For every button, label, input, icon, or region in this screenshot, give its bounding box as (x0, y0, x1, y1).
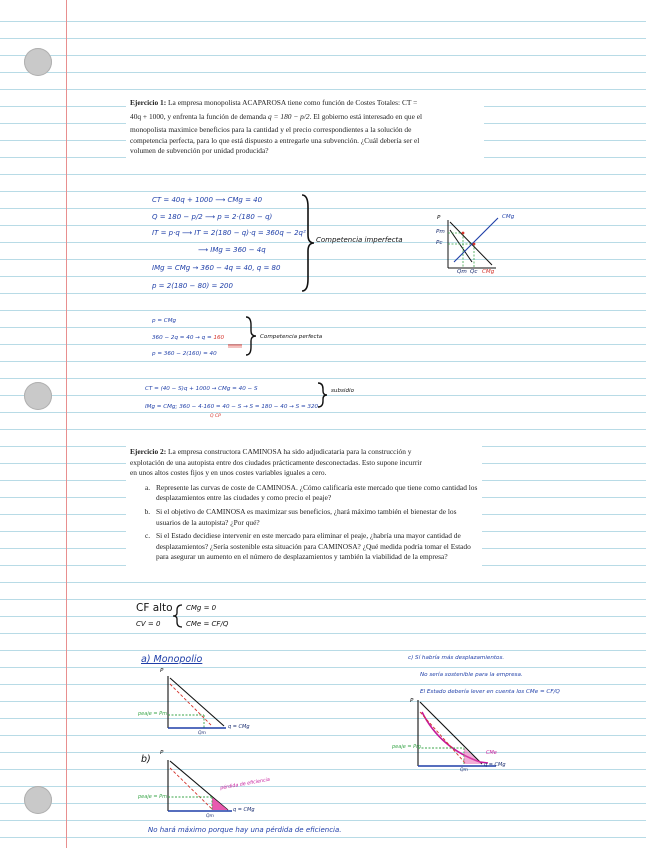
graph-b-peaje-label: peaje = Pm (138, 794, 168, 800)
label-b: b) (141, 754, 151, 765)
exercise1-line4: competencia perfecta, para lo que está dispuesto a entregarle una subvención. ¿Cuál debería ser el (130, 135, 420, 145)
exercise2-intro3: en unos altos costes fijos y en unos costes variables iguales a cero. (130, 468, 327, 478)
note-c-line2: No sería sostenible para la empresa. (420, 672, 523, 678)
bracket-3 (318, 383, 327, 407)
graph1-qc-label: Qc (470, 269, 478, 275)
note-img-text: IMg = 360 − 4q (210, 246, 266, 254)
graph-b-q-cmg-label: q = CMg (233, 807, 255, 813)
graph-a-monopolio (168, 676, 226, 728)
note-equilibrium: IMg = CMg → 360 − 4q = 40, q = 80 (152, 264, 281, 272)
note-cv: CV = 0 (136, 620, 161, 628)
note-c-line1: c) Sí habría más desplazamientos. (408, 655, 505, 661)
exercise2-intro2: explotación de una autopista entre dos ciudades prácticamente desconectadas. Esto supone incurrir (130, 457, 422, 467)
note-subsidy-ct: CT = (40 − S)q + 1000 → CMg = 40 − S (145, 386, 258, 392)
graph-c-q-cmg-label: q = CMg (484, 762, 506, 768)
note-subsidy-sub: Q CP (210, 414, 221, 419)
note-it: IT = p·q ⟶ IT = 2(180 − q)·q = 360q − 2q² (152, 229, 306, 237)
note-cme: CMe = CF/Q (186, 620, 229, 628)
graph-c-qm-label: Qm (460, 768, 468, 773)
note-pc-price: p = 360 − 2(160) = 40 (152, 351, 217, 357)
note-demand: Q = 180 − p/2 ⟶ p = 2·(180 − q) (152, 213, 273, 221)
graph1-p-label: P (437, 215, 441, 221)
note-cmg-text: CMg = 40 (227, 196, 263, 204)
exercise2-questions (130, 483, 478, 563)
graph1-pm-label: Pm (436, 229, 445, 235)
graph-c-peaje-label: peaje = Pm (392, 744, 422, 750)
graph1-qm-label: Qm (457, 269, 467, 275)
graph1-cmg-axis-label: CMg (482, 269, 495, 275)
note-price: p = 2(180 − 80) = 200 (152, 282, 233, 290)
graph1-cmg-label: CMg (502, 214, 515, 220)
note-pc-q-value: 160 (213, 335, 225, 341)
note-cmg-zero: CMg = 0 (186, 604, 217, 612)
note-subsidy-eq: IMg = CMg; 360 − 4·160 = 40 − S → S = 180 − 40 → S = 320 (145, 404, 319, 410)
exercise1-line3: monopolista maximice beneficios para la cantidad y el precio correspondientes a la solución de (130, 125, 412, 135)
bracket-1 (302, 195, 314, 291)
exercise1-line2a: 40q + 1000, y enfrenta la función de demanda (130, 111, 267, 121)
graph-b-p-label: P (160, 750, 164, 756)
note-cf: CF alto (136, 602, 173, 614)
note-p-cmg: p = CMg (152, 318, 177, 324)
note-img: ⟶ IMg = 360 − 4q (198, 246, 266, 254)
note-bottom-conclusion: No hará máximo porque hay una pérdida de eficiencia. (148, 826, 342, 834)
note-pc-eq-text: 360 − 2q = 40 → q = (152, 335, 212, 341)
note-it-text: IT = p·q (152, 229, 180, 237)
demand-formula: q = 180 − p/2 (268, 111, 310, 121)
exercise1-label: Ejercicio 1: (130, 98, 167, 107)
graph-a-qm-label: Qm (198, 731, 206, 736)
note-it-expanded-text: IT = 2(180 − q)·q = 360q − 2q² (194, 229, 306, 237)
exercise1-line2b: . El gobierno está interesado en que el (309, 111, 423, 121)
exercise1-line5: volumen de subvención por unidad producida? (130, 146, 269, 156)
graph-c-p-label: P (410, 698, 414, 704)
question-c: c. Si el Estado decidiese intervenir en este mercado para eliminar el peaje, ¿habría una mayor cantidad de desplazamientos? ¿Sería sostenible esta situación para CAMINOSA? ¿Qué medida podría tomar el Estado para asegurar un aumento en el número de desplazamientos y también la viabilidad de la empresa? (152, 531, 478, 563)
graph-a-peaje-label: peaje = Pm (138, 711, 168, 717)
graph-b-qm-label: Qm (206, 814, 214, 819)
exercise2-intro1: La empresa constructora CAMINOSA ha sido adjudicataria para la construcción y (168, 447, 412, 456)
label-a-monopolio: a) Monopolio (141, 654, 203, 665)
note-ct-text: CT = 40q + 1000 (152, 196, 213, 204)
bracket-4 (173, 605, 182, 627)
bracket-2 (246, 317, 256, 355)
exercise2-label: Ejercicio 2: (130, 447, 167, 456)
bracket-label-perfect: Competencia perfecta (260, 334, 323, 340)
note-c-line3: El Estado debería lever en cuenta los CMe = CF/Q (420, 689, 560, 695)
exercise2-statement (126, 445, 482, 568)
monopoly-graph-small (448, 218, 498, 268)
question-b: b. Si el objetivo de CAMINOSA es maximizar sus beneficios, ¿hará máximo también el bienestar de los usuarios de la autopista? ¿Por qué? (152, 507, 478, 528)
graph-c-cme-label: CMe (486, 750, 497, 756)
bracket-label-subsidy: subsidio (331, 388, 355, 394)
note-demand-text: Q = 180 − p/2 (152, 213, 203, 221)
graph-c (418, 700, 496, 766)
question-a: a. Represente las curvas de coste de CAMINOSA. ¿Cómo calificaría este mercado que tiene como cantidad los desplazamientos entre las ciudades y como precio el peaje? (152, 483, 478, 504)
note-inverse-demand-text: p = 2·(180 − q) (217, 213, 273, 221)
exercise1-line1: La empresa monopolista ACAPAROSA tiene como función de Costes Totales: CT = (168, 98, 418, 107)
graph-a-q-cmg-label: q = CMg (228, 724, 250, 730)
graph1-pc-label: Pc (436, 240, 443, 246)
bracket-label-imperfect: Competencia imperfecta (316, 236, 403, 244)
graph-a-p-label: P (160, 668, 164, 674)
note-ct: CT = 40q + 1000 ⟶ CMg = 40 (152, 196, 263, 204)
graph-b-perdida-label: pérdida de eficiencia (219, 777, 271, 792)
note-pc-eq (152, 335, 224, 341)
